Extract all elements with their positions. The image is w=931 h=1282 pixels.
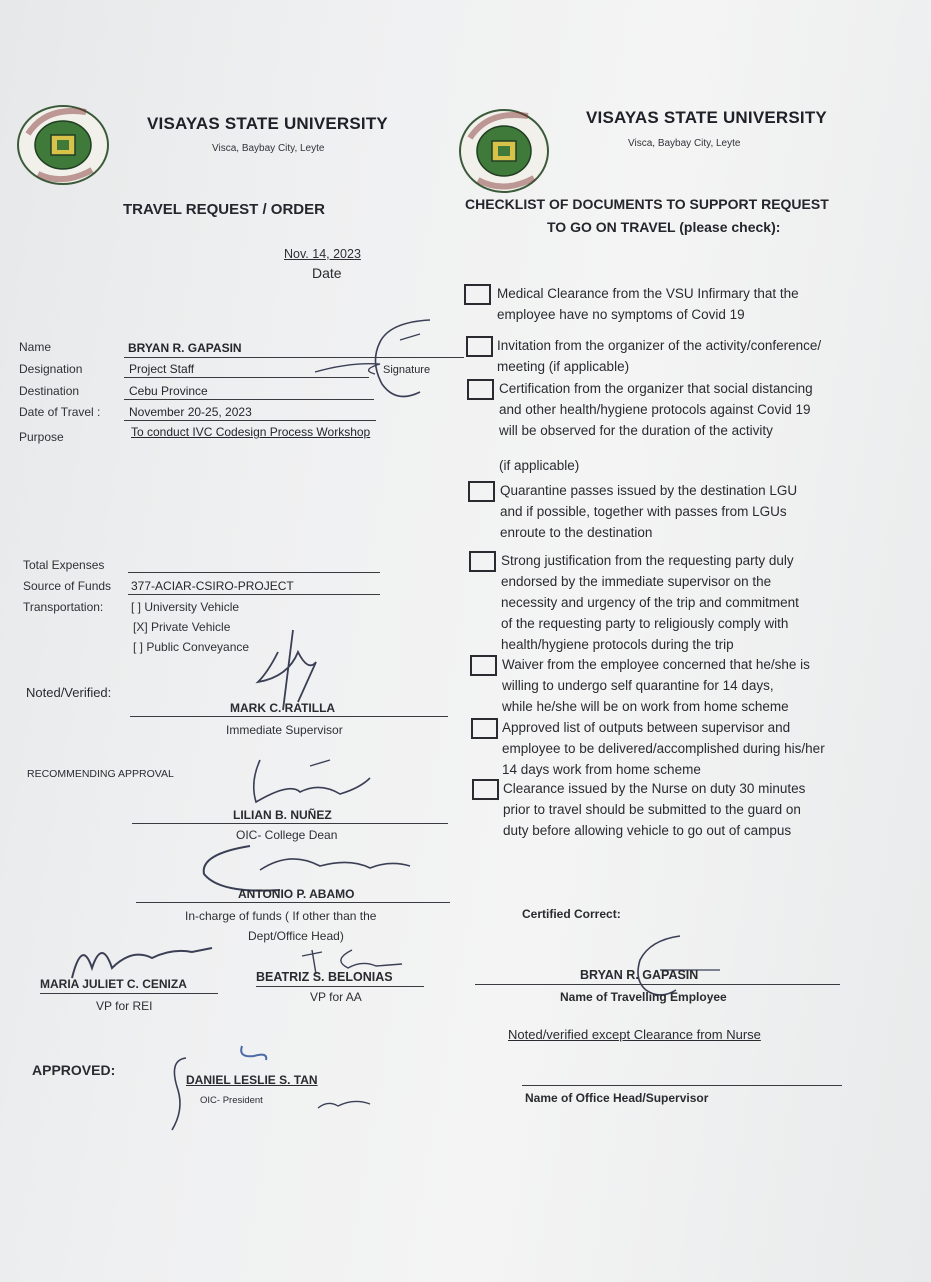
checklist-checkbox[interactable] [466,336,493,357]
university-address-left: Visca, Baybay City, Leyte [212,143,325,154]
checklist-item-text: employee to be delivered/accomplished during his/her [502,741,825,756]
university-seal-left [16,104,110,186]
transportation-label: Transportation: [23,600,104,614]
funds-incharge-name: ANTONIO P. ABAMO [238,887,355,901]
checklist-checkbox[interactable] [472,779,499,800]
purpose-value: To conduct IVC Codesign Process Workshop [131,425,371,439]
president-signature [158,1040,398,1136]
checklist-checkbox[interactable] [470,655,497,676]
checklist-item-text: prior to travel should be submitted to the guard on [503,802,801,817]
supervisor-role: Immediate Supervisor [226,723,343,737]
name-value: BRYAN R. GAPASIN [128,341,242,355]
checklist-item-text: while he/she will be on work from home scheme [502,699,789,714]
university-name-right: VISAYAS STATE UNIVERSITY [586,108,827,127]
purpose-label: Purpose [19,430,64,444]
supervisor-signature [238,622,328,712]
checklist-item-text: enroute to the destination [500,525,653,540]
employee-signature-top [300,312,460,407]
checklist-item-text: Medical Clearance from the VSU Infirmary that the [497,286,799,301]
source-of-funds-label: Source of Funds [23,579,112,593]
checklist-item-text: Waiver from the employee concerned that he/she is [502,657,810,672]
president-role: OIC- President [200,1095,263,1106]
checklist-checkbox[interactable] [467,379,494,400]
checklist-item-text: willing to undergo self quarantine for 14 days, [502,678,774,693]
checklist-item-text: employee have no symptoms of Covid 19 [497,307,745,322]
transport-private-vehicle: [X] Private Vehicle [133,620,231,634]
certified-correct-label: Certified Correct: [522,907,621,921]
form-title: TRAVEL REQUEST / ORDER [123,201,325,218]
funds-incharge-role-line2: Dept/Office Head) [248,929,344,943]
checklist-item-text: of the requesting party to religiously comply with [501,616,789,631]
checklist-item-text: Clearance issued by the Nurse on duty 30 minutes [503,781,806,796]
noted-except-nurse: Noted/verified except Clearance from Nurse [508,1027,761,1042]
checklist-item-text: will be observed for the duration of the activity [499,423,773,438]
checklist-checkbox[interactable] [471,718,498,739]
checklist-item-text: and other health/hygiene protocols against Covid 19 [499,402,811,417]
checklist-item-text: necessity and urgency of the trip and commitment [501,595,799,610]
checklist-item-text: Invitation from the organizer of the activity/conference/ [497,338,822,353]
university-address-right: Visca, Baybay City, Leyte [628,138,741,149]
travelling-employee-name: BRYAN R. GAPASIN [580,968,699,982]
date-label: Date [312,265,342,281]
vp-aa-role: VP for AA [310,990,362,1004]
dean-name: LILIAN B. NUÑEZ [233,808,332,822]
checklist-title-line1: CHECKLIST OF DOCUMENTS TO SUPPORT REQUEST [465,196,829,212]
designation-label: Designation [19,362,83,376]
destination-value: Cebu Province [129,384,208,398]
vp-aa-name: BEATRIZ S. BELONIAS [256,970,393,984]
approved-label: APPROVED: [32,1062,116,1078]
checklist-item-text: endorsed by the immediate supervisor on the [501,574,772,589]
checklist-checkbox[interactable] [468,481,495,502]
president-name: DANIEL LESLIE S. TAN [186,1073,318,1087]
travelling-employee-role: Name of Travelling Employee [560,990,727,1004]
vp-rei-name: MARIA JULIET C. CENIZA [40,977,187,991]
checklist-checkbox[interactable] [469,551,496,572]
checklist-item-text: meeting (if applicable) [497,359,630,374]
date-of-travel-label: Date of Travel : [19,405,101,419]
date-value: Nov. 14, 2023 [284,247,361,261]
university-seal-right [458,108,550,194]
date-of-travel-value: November 20-25, 2023 [129,405,252,419]
checklist-item-text: Certification from the organizer that social distancing [499,381,813,396]
checklist-item-text: 14 days work from home scheme [502,762,701,777]
signature-label: Signature [383,364,431,376]
office-head-label: Name of Office Head/Supervisor [525,1091,709,1105]
vp-rei-role: VP for REI [96,999,153,1013]
transport-public-conveyance: [ ] Public Conveyance [133,640,250,654]
noted-verified-label: Noted/Verified: [26,685,112,700]
checklist-item-text: (if applicable) [499,458,580,473]
checklist-item-text: and if possible, together with passes from LGUs [500,504,787,519]
funds-incharge-role-line1: In-charge of funds ( If other than the [185,909,377,923]
name-label: Name [19,340,52,354]
total-expenses-label: Total Expenses [23,558,105,572]
recommending-approval-label: RECOMMENDING APPROVAL [27,768,174,780]
destination-label: Destination [19,384,80,398]
checklist-item-text: duty before allowing vehicle to go out of campus [503,823,792,838]
checklist-checkbox[interactable] [464,284,491,305]
checklist-item-text: health/hygiene protocols during the trip [501,637,734,652]
checklist-item-text: Approved list of outputs between supervisor and [502,720,791,735]
source-of-funds-value: 377-ACIAR-CSIRO-PROJECT [131,579,294,593]
checklist-title-line2: TO GO ON TRAVEL (please check): [547,219,781,235]
supervisor-name: MARK C. RATILLA [230,701,336,715]
transport-university-vehicle: [ ] University Vehicle [131,600,240,614]
dean-role: OIC- College Dean [236,828,338,842]
university-name-left: VISAYAS STATE UNIVERSITY [147,114,388,133]
checklist-item-text: Strong justification from the requesting party duly [501,553,794,568]
designation-value: Project Staff [129,362,195,376]
checklist-item-text: Quarantine passes issued by the destination LGU [500,483,798,498]
